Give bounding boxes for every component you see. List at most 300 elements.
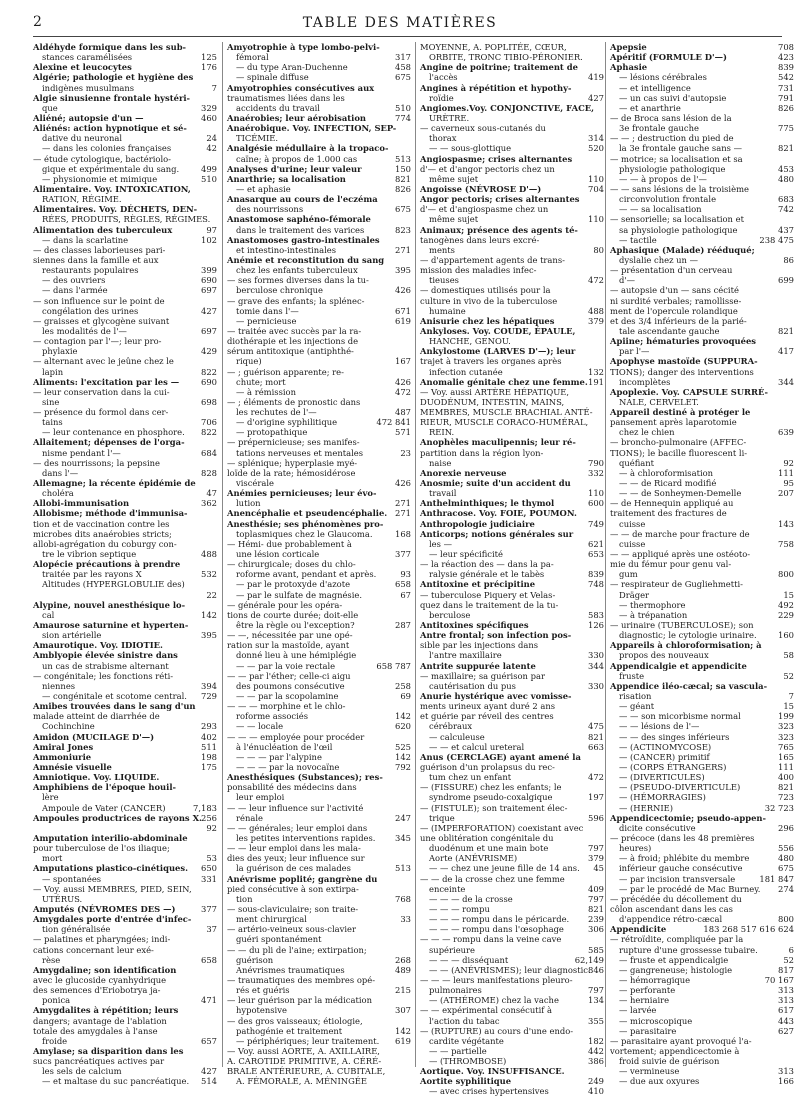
index-page-ref: 704 bbox=[588, 183, 604, 194]
index-entry bbox=[33, 346, 217, 356]
index-entry bbox=[33, 133, 217, 143]
index-entry-text: — présence du formol dans cer- bbox=[33, 407, 169, 418]
index-entry-text: — leur contenance en phosphore. bbox=[42, 427, 185, 438]
index-entry bbox=[610, 437, 794, 447]
index-entry bbox=[33, 772, 217, 782]
index-entry bbox=[33, 701, 217, 711]
index-entry-text: — — — morphine et le chlo- bbox=[227, 701, 346, 712]
index-entry bbox=[610, 600, 794, 610]
index-entry bbox=[33, 377, 217, 387]
index-entry bbox=[227, 103, 411, 113]
index-entry-text: roforme avant, pendant et après. bbox=[236, 569, 377, 580]
index-page-ref: 442 bbox=[588, 1045, 604, 1056]
index-entry bbox=[33, 874, 217, 884]
index-entry-text: — présentation d'un cerveau bbox=[610, 265, 733, 276]
index-entry-text: cautérisation du pus bbox=[429, 680, 516, 691]
index-entry bbox=[420, 711, 604, 721]
index-entry-text: indigènes musulmans bbox=[42, 82, 135, 93]
index-entry-text: rèse bbox=[42, 954, 61, 965]
index-entry-text: — — locale bbox=[236, 721, 284, 732]
index-entry bbox=[227, 934, 411, 944]
index-entry-text: traitée par les rayons X bbox=[42, 569, 142, 580]
index-entry-text: diagnostic; le cytologie urinaire. bbox=[619, 630, 757, 641]
index-entry bbox=[610, 1066, 794, 1076]
index-entry bbox=[227, 772, 411, 782]
index-page-ref: 658 bbox=[201, 954, 217, 965]
index-entry bbox=[610, 792, 794, 802]
index-entry bbox=[610, 214, 794, 224]
index-entry bbox=[33, 884, 217, 894]
index-entry bbox=[33, 610, 217, 620]
index-entry bbox=[610, 955, 794, 965]
index-entry-text: Apoplexie. Voy. CAPSULE SURRÉ- bbox=[610, 386, 768, 397]
index-entry bbox=[610, 346, 794, 356]
index-entry-text: circonvolution frontale bbox=[619, 194, 717, 205]
index-entry bbox=[610, 985, 794, 995]
index-entry bbox=[227, 407, 411, 417]
index-page-ref: 247 bbox=[395, 812, 411, 823]
index-entry bbox=[420, 154, 604, 164]
index-entry-text: — — — rompu dans la veine cave bbox=[420, 934, 562, 945]
index-entry-text: Alopécie précautions à prendre bbox=[33, 559, 181, 570]
index-entry bbox=[33, 914, 217, 924]
index-entry-text: Amiral Jones bbox=[33, 741, 94, 752]
index-entry bbox=[610, 945, 794, 955]
index-entry bbox=[420, 93, 604, 103]
index-page-ref: 487 bbox=[395, 407, 411, 418]
index-entry-text: — herniaire bbox=[619, 995, 670, 1006]
index-entry-text: Antre frontal; son infection pos- bbox=[420, 630, 572, 641]
index-entry-text: — motrice; sa localisation et sa bbox=[610, 153, 743, 164]
index-entry bbox=[420, 184, 604, 194]
index-entry-text: — — — par la novocaïne bbox=[236, 761, 340, 772]
index-entry-text: Appareils à chloroformisation; à bbox=[610, 640, 762, 651]
index-entry bbox=[33, 498, 217, 508]
index-entry-text: — parasitaire ayant provoqué l'a- bbox=[610, 1035, 752, 1046]
index-entry bbox=[227, 458, 411, 468]
index-page-ref: 532 bbox=[201, 569, 217, 580]
index-entry bbox=[33, 194, 217, 204]
index-entry-text: un cas de strabisme alternant bbox=[42, 660, 169, 671]
index-entry bbox=[227, 498, 411, 508]
index-entry bbox=[33, 397, 217, 407]
index-entry bbox=[227, 397, 411, 407]
index-entry-text: — — par l'éther; celle-ci aigu bbox=[227, 670, 351, 681]
index-entry bbox=[227, 782, 411, 792]
index-entry-text: — et maltase du suc pancréatique. bbox=[42, 1076, 190, 1087]
index-page-ref: 749 bbox=[588, 518, 604, 529]
index-entry-text: — par le procédé de Mac Burney. bbox=[619, 883, 761, 894]
index-entry bbox=[610, 387, 794, 397]
index-entry bbox=[420, 884, 604, 894]
index-page-ref: 585 bbox=[588, 944, 604, 955]
index-page-ref: 95 bbox=[783, 478, 794, 489]
index-page-ref: 427 bbox=[201, 1066, 217, 1077]
index-entry bbox=[33, 833, 217, 843]
index-entry-text: ponsabilité des médecins dans bbox=[227, 782, 357, 793]
index-entry-text: — leur spécificité bbox=[429, 549, 503, 560]
index-entry bbox=[420, 965, 604, 975]
index-page-ref: 510 bbox=[201, 173, 217, 184]
index-entry bbox=[420, 367, 604, 377]
index-entry bbox=[33, 823, 217, 833]
index-entry-text: — sensorielle; sa localisation et bbox=[610, 214, 744, 225]
index-entry-text: gum bbox=[619, 569, 638, 580]
index-entry-text: les modalités de l'— bbox=[42, 325, 127, 336]
index-entry-text: Ampoules productrices de rayons X. bbox=[33, 812, 202, 823]
index-page-ref: 42 bbox=[206, 143, 217, 154]
index-page-ref: 822 bbox=[201, 427, 217, 438]
index-entry bbox=[610, 884, 794, 894]
index-entry-text: — — et calcul ureteral bbox=[429, 741, 525, 752]
index-page-ref: 826 bbox=[395, 183, 411, 194]
index-entry bbox=[420, 701, 604, 711]
index-entry bbox=[610, 772, 794, 782]
index-page-ref: 7,183 bbox=[193, 802, 217, 813]
index-entry bbox=[33, 742, 217, 752]
index-page-ref: 472 bbox=[588, 772, 604, 783]
index-entry-text: — due aux oxyures bbox=[619, 1076, 700, 1087]
index-entry bbox=[227, 863, 411, 873]
index-entry bbox=[33, 326, 217, 336]
index-entry-text: — par le protoxyde d'azote bbox=[236, 579, 351, 590]
index-entry bbox=[33, 782, 217, 792]
index-entry-text: culture in vivo de la tuberculose bbox=[420, 295, 558, 306]
index-entry-text: trique bbox=[429, 812, 455, 823]
index-entry bbox=[227, 752, 411, 762]
index-entry-text: Anastomoses gastro-intestinales bbox=[227, 234, 380, 245]
index-entry bbox=[610, 529, 794, 539]
index-entry bbox=[33, 225, 217, 235]
index-entry bbox=[420, 255, 604, 265]
index-entry-text: RÉES, PRODUITS, RÈGLES, RÉGIMES. bbox=[42, 214, 211, 225]
index-page-ref: 480 bbox=[778, 173, 794, 184]
index-entry bbox=[610, 823, 794, 833]
index-page-ref: 313 bbox=[778, 1066, 794, 1077]
index-entry-text: d'— bbox=[619, 275, 636, 286]
index-entry-text: — grave des enfants; la splénec- bbox=[227, 295, 365, 306]
index-page-ref: 110 bbox=[588, 488, 604, 499]
index-column-1 bbox=[33, 42, 217, 1087]
index-entry bbox=[610, 691, 794, 701]
index-entry bbox=[33, 123, 217, 133]
index-entry-text: — physionomie et mimique bbox=[42, 173, 158, 184]
index-entry-text: Altitudes (HYPERGLOBULIE des) bbox=[42, 579, 185, 590]
index-entry bbox=[227, 874, 411, 884]
index-entry-text: Aldéhyde formique dans les sub- bbox=[33, 42, 187, 52]
index-entry-text: risation bbox=[619, 691, 652, 701]
index-entry-text: — — leur influence sur l'activité bbox=[227, 802, 364, 813]
index-entry-text: ments bbox=[429, 244, 455, 255]
index-entry-text: — des classes laborieuses pari- bbox=[33, 244, 166, 255]
index-page-ref: 344 bbox=[588, 660, 604, 671]
index-entry-text: MEMBRES, MUSCLE BRACHIAL ANTÉ- bbox=[420, 407, 593, 418]
index-entry bbox=[227, 275, 411, 285]
index-page-ref: 471 bbox=[201, 995, 217, 1006]
index-entry-text: Algérie; pathologie et hygiène des bbox=[33, 72, 194, 83]
index-page-ref: 817 bbox=[778, 964, 794, 975]
index-entry bbox=[420, 488, 604, 498]
index-page-ref: 690 bbox=[201, 275, 217, 286]
index-entry bbox=[610, 894, 794, 904]
index-entry-text: Antitoxines spécifiques bbox=[420, 620, 529, 631]
index-page-ref: 317 bbox=[395, 52, 411, 63]
index-entry-text: tre le vibrion septique bbox=[42, 549, 137, 560]
index-entry-text: chez les enfants tuberculeux bbox=[236, 265, 358, 276]
index-entry bbox=[33, 448, 217, 458]
index-entry-text: — géant bbox=[619, 701, 655, 712]
index-entry bbox=[610, 367, 794, 377]
index-entry bbox=[227, 995, 411, 1005]
index-entry-text: — — — par l'alypine bbox=[236, 751, 322, 762]
index-entry-text: Anarthrie; sa localisation bbox=[227, 173, 346, 184]
index-page-ref: 183 268 517 616 624 bbox=[703, 924, 794, 935]
index-page-ref: 828 bbox=[201, 467, 217, 478]
index-entry bbox=[610, 539, 794, 549]
index-entry bbox=[33, 681, 217, 691]
index-entry bbox=[227, 650, 411, 660]
index-entry-text: supérieure bbox=[429, 944, 476, 955]
index-entry bbox=[610, 965, 794, 975]
index-page-ref: 268 bbox=[395, 954, 411, 965]
index-page-ref: 758 bbox=[778, 538, 794, 549]
index-page-ref: 175 bbox=[201, 761, 217, 772]
index-entry-text: — caverneux sous-cutanés du bbox=[420, 123, 546, 134]
index-entry-text: avec le glucoside cyanhydrique bbox=[33, 974, 167, 985]
index-entry bbox=[33, 458, 217, 468]
index-page-ref: 823 bbox=[395, 224, 411, 235]
index-entry-text: — un cas suivi d'autopsie bbox=[619, 92, 727, 103]
index-entry-text: — microscopique bbox=[619, 1015, 693, 1026]
index-entry-text: dicite consécutive bbox=[619, 822, 696, 833]
index-entry bbox=[227, 336, 411, 346]
index-entry-text: Aorte (ANÉVRISME) bbox=[429, 853, 518, 864]
index-entry-text: traumatismes liées dans les bbox=[227, 92, 345, 103]
index-entry-text: cuisse bbox=[619, 518, 646, 529]
index-entry-text: — (HÉMORRAGIES) bbox=[619, 792, 706, 803]
index-entry bbox=[33, 853, 217, 863]
index-page-ref: 663 bbox=[588, 741, 604, 752]
index-entry-text: cations concernant leur exé- bbox=[33, 944, 154, 955]
index-entry bbox=[610, 610, 794, 620]
index-entry-text: Analyses d'urine; leur valeur bbox=[227, 163, 362, 174]
index-entry bbox=[610, 133, 794, 143]
index-entry-text: dative du neuronal bbox=[42, 133, 123, 144]
index-entry-text: travail bbox=[429, 488, 457, 499]
index-page-ref: 22 bbox=[206, 589, 217, 600]
index-entry-text: — — sa localisation bbox=[619, 204, 702, 215]
index-entry-text: propos des nouveaux bbox=[619, 650, 709, 661]
index-entry bbox=[420, 914, 604, 924]
index-entry-text: — et aphasie bbox=[236, 183, 291, 194]
index-entry-text: — protopathique bbox=[236, 427, 308, 438]
index-entry bbox=[227, 600, 411, 610]
index-entry bbox=[610, 265, 794, 275]
index-entry-text: restaurants populaires bbox=[42, 265, 139, 276]
index-entry-text: ponica bbox=[42, 995, 71, 1006]
index-page-ref: 797 bbox=[588, 893, 604, 904]
index-entry-text: — — — disséquant bbox=[429, 954, 509, 965]
index-entry bbox=[227, 1036, 411, 1046]
index-entry-text: Amygdales porte d'entrée d'infec- bbox=[33, 914, 192, 925]
index-page-ref: 6 bbox=[788, 944, 794, 955]
index-page-ref: 97 bbox=[206, 224, 217, 235]
index-entry bbox=[420, 610, 604, 620]
index-entry-text: sine bbox=[42, 396, 60, 407]
index-entry-text: Appareil destiné à protéger le bbox=[610, 407, 751, 418]
header-rule bbox=[33, 36, 782, 37]
index-entry-text: microbes dits anaérobies stricts; bbox=[33, 528, 172, 539]
index-entry-text: enceinte bbox=[429, 883, 466, 894]
index-entry-text: — — chez une jeune fille de 14 ans. bbox=[429, 863, 580, 874]
index-entry bbox=[33, 813, 217, 823]
index-entry-text: ration sur la mastoïde, ayant bbox=[227, 640, 350, 651]
index-entry bbox=[610, 478, 794, 488]
index-entry-text: Angiospasme; crises alternantes bbox=[420, 153, 573, 164]
index-page-ref: 826 bbox=[778, 102, 794, 113]
index-entry bbox=[33, 995, 217, 1005]
index-entry-text: — — — rompu dans le péricarde. bbox=[429, 914, 570, 925]
index-entry bbox=[610, 620, 794, 630]
index-entry bbox=[227, 884, 411, 894]
index-entry-text: Appendicectomie; pseudo-appen- bbox=[610, 812, 766, 823]
index-page-ref: 683 bbox=[778, 194, 794, 205]
index-entry-text: — — des singes inférieurs bbox=[619, 731, 730, 742]
index-entry bbox=[420, 934, 604, 944]
index-entry-text: dies des yeux; leur influence sur bbox=[227, 853, 365, 864]
index-entry bbox=[33, 72, 217, 82]
index-page-ref: 143 bbox=[778, 518, 794, 529]
index-entry bbox=[610, 711, 794, 721]
index-entry-text: DUODÉNUM, INTESTIN, MAINS, bbox=[420, 396, 565, 407]
index-entry bbox=[420, 316, 604, 326]
index-entry bbox=[227, 255, 411, 265]
index-entry bbox=[610, 458, 794, 468]
index-entry-text: — précoce (dans les 48 premières bbox=[610, 832, 755, 843]
index-entry bbox=[610, 559, 794, 569]
index-entry-text: Angor pectoris; crises alternantes bbox=[420, 194, 580, 205]
index-page-ref: 792 bbox=[395, 761, 411, 772]
index-entry bbox=[420, 356, 604, 366]
index-entry bbox=[610, 336, 794, 346]
index-page-ref: 86 bbox=[783, 254, 794, 265]
index-page-ref: 790 bbox=[588, 457, 604, 468]
index-entry bbox=[420, 813, 604, 823]
index-entry bbox=[610, 42, 794, 52]
index-page-ref: 7 bbox=[788, 691, 794, 701]
index-entry-text: pulmonaires bbox=[429, 985, 482, 996]
index-entry bbox=[610, 1005, 794, 1015]
index-page-ref: 142 bbox=[395, 711, 411, 722]
index-entry-text: Anaérobique. Voy. INFECTION, SEP- bbox=[227, 123, 397, 134]
index-entry bbox=[420, 407, 604, 417]
index-entry bbox=[227, 610, 411, 620]
index-page-ref: 24 bbox=[206, 133, 217, 144]
index-entry-text: — des gros vaisseaux; étiologie, bbox=[227, 1015, 363, 1026]
index-entry-text: Aliénés: action hypnotique et sé- bbox=[33, 123, 187, 134]
index-entry-text: tion généralisée bbox=[42, 924, 111, 935]
index-entry bbox=[227, 671, 411, 681]
index-entry bbox=[33, 863, 217, 873]
index-entry-text: A. FÉMORALE, A. MÉNINGÉE bbox=[236, 1076, 368, 1087]
index-entry bbox=[610, 488, 794, 498]
index-entry-text: — urinaire (TUBERCULOSE); son bbox=[610, 620, 754, 631]
index-entry-text: — ; guérison apparente; re- bbox=[227, 366, 344, 377]
index-entry bbox=[610, 752, 794, 762]
index-entry bbox=[227, 519, 411, 529]
index-entry-text: — — sous-glottique bbox=[429, 143, 512, 154]
index-entry bbox=[420, 1036, 604, 1046]
index-page-ref: 126 bbox=[588, 620, 604, 631]
index-entry bbox=[610, 52, 794, 62]
index-entry bbox=[227, 955, 411, 965]
index-entry-text: — à froid; phlébite du membre bbox=[619, 853, 750, 864]
index-entry bbox=[33, 640, 217, 650]
index-entry bbox=[227, 742, 411, 752]
index-entry bbox=[33, 62, 217, 72]
index-page-ref: 742 bbox=[778, 204, 794, 215]
index-entry bbox=[33, 1005, 217, 1015]
index-entry bbox=[227, 721, 411, 731]
index-entry bbox=[33, 275, 217, 285]
index-entry-text: dans l'— bbox=[42, 467, 79, 478]
index-entry-text: — par le sulfate de magnésie. bbox=[236, 589, 363, 600]
index-entry bbox=[227, 326, 411, 336]
index-entry-text: Anorexie nerveuse bbox=[420, 467, 507, 478]
index-entry bbox=[33, 204, 217, 214]
index-entry bbox=[420, 123, 604, 133]
index-column-2 bbox=[227, 42, 411, 1087]
index-entry-text: une lésion corticale bbox=[236, 549, 320, 560]
index-entry bbox=[33, 407, 217, 417]
index-entry bbox=[33, 529, 217, 539]
index-entry bbox=[420, 1056, 604, 1066]
index-entry bbox=[227, 448, 411, 458]
index-entry bbox=[420, 336, 604, 346]
index-entry bbox=[33, 214, 217, 224]
index-entry bbox=[227, 792, 411, 802]
index-entry-text: Anévrisme poplité; gangrène du bbox=[227, 873, 378, 884]
index-entry bbox=[610, 995, 794, 1005]
index-entry bbox=[33, 620, 217, 630]
index-entry-text: rupture d'une grossesse tubaire. bbox=[619, 944, 758, 955]
index-entry-text: duodénum et une main bote bbox=[429, 843, 549, 854]
index-entry bbox=[610, 72, 794, 82]
index-entry-text: même sujet bbox=[429, 214, 479, 225]
index-entry bbox=[420, 843, 604, 853]
index-entry-text: Amaurotique. Voy. IDIOTIE. bbox=[33, 640, 163, 651]
index-entry-text: — et anarthrie bbox=[619, 102, 681, 113]
index-entry bbox=[33, 367, 217, 377]
index-page-ref: 274 bbox=[778, 883, 794, 894]
index-page-ref: 475 bbox=[588, 721, 604, 732]
index-entry bbox=[610, 1046, 794, 1056]
index-entry-text: dangers; avantage de l'ablation bbox=[33, 1015, 167, 1026]
index-page-ref: 293 bbox=[201, 721, 217, 732]
index-entry-text: dans le traitement des varices bbox=[236, 224, 365, 235]
index-entry-text: infection cutanée bbox=[429, 366, 503, 377]
index-page-ref: 800 bbox=[778, 914, 794, 925]
index-entry-text: — leur guérison par la médication bbox=[227, 995, 372, 1006]
index-entry bbox=[420, 437, 604, 447]
index-entry-text: TICÉMIE. bbox=[236, 133, 279, 144]
index-page-ref: 125 bbox=[201, 52, 217, 63]
index-entry bbox=[33, 154, 217, 164]
index-entry-text: — (ATHÉROME) chez la vache bbox=[429, 995, 559, 1006]
index-entry-text: — à trépanation bbox=[619, 609, 688, 620]
index-entry bbox=[227, 174, 411, 184]
index-page-ref: 775 bbox=[778, 123, 794, 134]
